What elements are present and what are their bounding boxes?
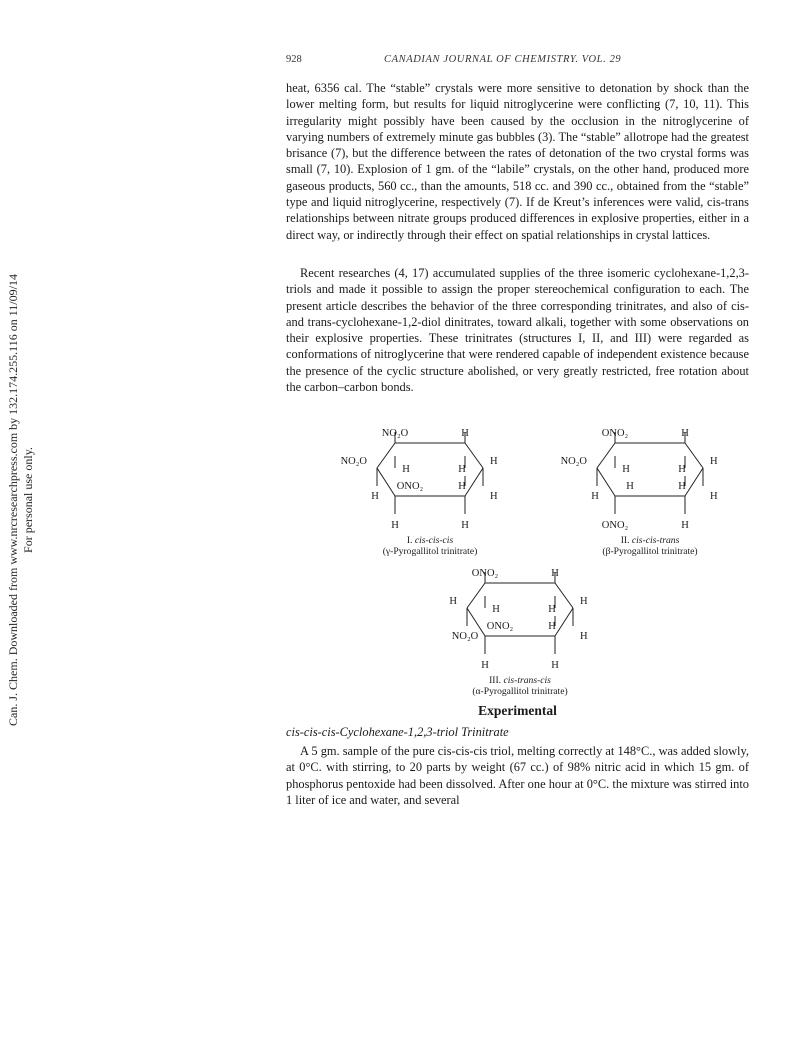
structure-2-label-bottom-left: ONO₂: [601, 520, 629, 531]
structure-2-label-inner-mr: H: [678, 481, 686, 492]
structure-3-label-inner-tl: H: [492, 604, 500, 615]
structure-2-bond: [685, 468, 703, 496]
structure-figure-svg: [320, 424, 740, 706]
structure-2-label-right-bottom: H: [710, 491, 718, 502]
download-notice-line2: For personal use only.: [21, 447, 35, 553]
structure-3-bond: [555, 583, 573, 608]
structure-2-label-bottom-right: H: [681, 520, 689, 531]
structure-3-bond: [555, 608, 573, 636]
structure-3-label-left-bottom: NO₂O: [451, 631, 479, 642]
structure-1-label-top-right: H: [461, 428, 469, 439]
structure-1-label-left-outer: NO₂O: [340, 456, 367, 467]
structure-1-label-right-bottom: H: [490, 491, 498, 502]
subsection-heading: cis-cis-cis-Cyclohexane-1,2,3-triol Trinitrate: [286, 725, 509, 739]
section-heading: Experimental: [478, 703, 557, 718]
download-notice: [0, 0, 40, 1051]
structure-3-label-top-left: ONO₂: [471, 568, 499, 579]
structure-2-label-right-outer: H: [710, 456, 718, 467]
structure-2-label-top-right: H: [681, 428, 689, 439]
paragraph-1-text: heat, 6356 cal. The “stable” crystals were more sensitive to detonation by shock than the lower melting form, but results for liquid nitroglycerine were conflicting (7, 10, 11). This irregularity might possibly have been caused by the occlusion in the nitroglycerine of varying numbers of extremely minute gas bubbles (3). The “stable” allotrope had the greatest brisance (7), but the difference between the rates of detonation of the two crystal forms was small (7, 10). Explosion of 1 gm. of the “labile” crystals, on the other hand, produced more gaseous products, 560 cc., than the amounts, 518 cc. and 390 cc., obtained from the “stable” type and liquid nitroglycerine, respectively (7). If de Kreut’s inferences were valid, cis-trans relationships between nitrate groups produced differences in explosive properties, either in a direct way, or indirectly through their effect on spatial relationships in crystal lattices.: [286, 81, 749, 242]
structure-3-caption-common: (α-Pyrogallitol trinitrate): [472, 686, 568, 697]
paragraph-2-text: Recent researches (4, 17) accumulated supplies of the three isomeric cyclohexane-1,2,3-triols and made it possible to assign the proper stereochemical configuration to each. The present article describes the behavior of the three corresponding trinitrates, and also of cis- and trans-cyclohexane-1,2-diol dinitrates, toward alkali, together with some observations on their explosive properties. These trinitrates (structures I, II, and III) were regarded as conformations of nitroglycerine that were rendered capable of independent existence because the presence of the cyclic structure abolished, or very greatly restricted, free rotation about the carbon–carbon bonds.: [286, 266, 749, 395]
structure-2-label-left-outer: NO₂O: [560, 456, 587, 467]
structure-1-caption-common: (γ-Pyrogallitol trinitrate): [382, 546, 478, 557]
structure-1-caption-name: I. cis-cis-cis: [406, 535, 454, 546]
structure-2-label-left-bottom: H: [591, 491, 599, 502]
structure-1-label-bottom-left: H: [391, 520, 399, 531]
download-notice-line1: Can. J. Chem. Downloaded from www.nrcresearchpress.com by 132.174.255.116 on 11/09/14: [6, 274, 20, 726]
page-number: 928: [286, 54, 302, 65]
structure-3-label-bottom-left: H: [481, 660, 489, 671]
structure-3-label-inner-tr: H: [548, 604, 556, 615]
structure-3-label-inner-ml: ONO₂: [486, 621, 514, 632]
structure-2-label-top-left: ONO₂: [601, 428, 629, 439]
structure-1-label-right-outer: H: [490, 456, 498, 467]
structure-1-bond: [377, 468, 395, 496]
structure-1-bond: [465, 443, 483, 468]
paragraph-3: [286, 743, 749, 808]
structure-1-label-inner-ml: ONO₂: [396, 481, 424, 492]
structure-3-label-left-outer: H: [449, 596, 457, 607]
structure-1-label-inner-tl: H: [402, 464, 410, 475]
structure-3-label-bottom-right: H: [551, 660, 559, 671]
structure-1-label-top-left: NO₂O: [381, 428, 409, 439]
structure-2-caption-name: II. cis-cis-trans: [620, 535, 680, 546]
structure-3-label-right-bottom: H: [580, 631, 588, 642]
structure-2-label-inner-ml: H: [626, 481, 634, 492]
journal-title: CANADIAN JOURNAL OF CHEMISTRY. VOL. 29: [384, 54, 622, 65]
structure-3-caption-name: III. cis-trans-cis: [489, 675, 551, 686]
structure-1-label-inner-tr: H: [458, 464, 466, 475]
paragraph-2: [286, 265, 749, 395]
running-header: [286, 54, 748, 70]
structure-1-label-left-bottom: H: [371, 491, 379, 502]
structure-2-caption-common: (β-Pyrogallitol trinitrate): [602, 546, 698, 557]
structure-2-label-inner-tr: H: [678, 464, 686, 475]
structure-2-label-inner-tl: H: [622, 464, 630, 475]
structure-3-label-top-right: H: [551, 568, 559, 579]
structure-1-bond: [465, 468, 483, 496]
structure-2-bond: [685, 443, 703, 468]
structure-figure: [320, 424, 740, 706]
structure-3-label-right-outer: H: [580, 596, 588, 607]
paragraph-1: [286, 80, 749, 243]
structure-3-bond: [467, 583, 485, 608]
structure-1-bond: [377, 443, 395, 468]
structure-2-bond: [597, 468, 615, 496]
structure-2-bond: [597, 443, 615, 468]
structure-3-label-inner-mr: H: [548, 621, 556, 632]
structure-1-label-bottom-right: H: [461, 520, 469, 531]
paragraph-3-text: A 5 gm. sample of the pure cis-cis-cis triol, melting correctly at 148°C., was added slowly, at 0°C. with stirring, to 20 parts by weight (67 cc.) of 98% nitric acid in which 15 gm. of phosphorus pentoxide had been dissolved. After one hour at 0°C. the mixture was stirred into 1 liter of ice and water, and several: [286, 744, 749, 807]
structure-1-label-inner-mr: H: [458, 481, 466, 492]
